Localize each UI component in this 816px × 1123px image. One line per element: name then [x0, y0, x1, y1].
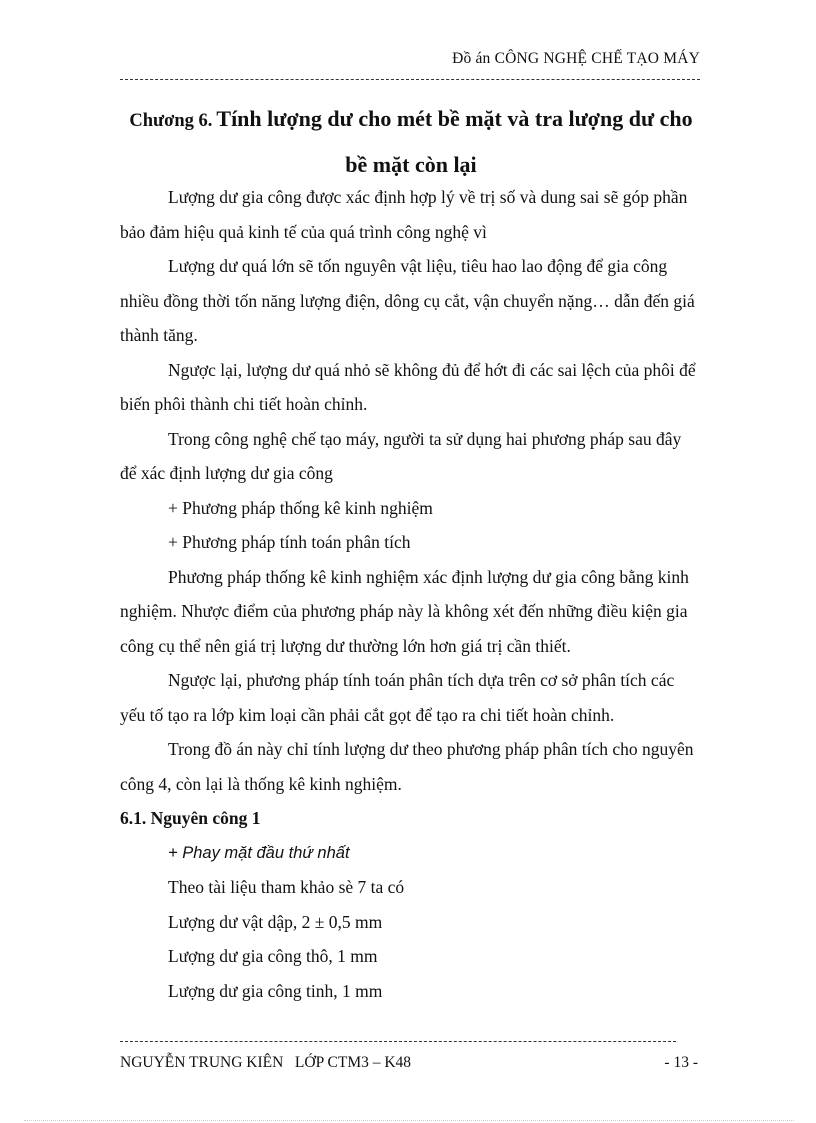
page-header: Đồ án CÔNG NGHỆ CHẾ TẠO MÁY	[452, 50, 700, 67]
section-line: Lượng dư gia công tinh, 1 mm	[168, 980, 383, 1001]
header-rule	[120, 79, 700, 80]
chapter-title	[118, 97, 704, 189]
paragraph: Phương pháp thống kê kinh nghiệm xác định lượng dư gia công bằng kinh nghiệm. Nhược điểm của phương pháp này là không xét đến những điều kiện gia công cụ thể nên giá trị lượng dư thường lớn hơn giá trị cần thiết.	[120, 566, 689, 656]
paragraph: Lượng dư gia công được xác định hợp lý về trị số và dung sai sẽ góp phần bảo đảm hiệu quả kinh tế của quá trình công nghệ vì	[120, 187, 688, 242]
page-number: - 13 -	[664, 1054, 698, 1071]
section-line: Theo tài liệu tham khảo sè 7 ta có	[168, 877, 405, 897]
footer-rule	[120, 1041, 676, 1042]
page-edge	[24, 1120, 794, 1121]
body-content	[120, 180, 698, 1008]
paragraph: Ngược lại, lượng dư quá nhỏ sẽ không đủ để hớt đi các sai lệch của phôi để biến phôi thành chi tiết hoàn chỉnh.	[120, 359, 696, 414]
section-heading: 6.1. Nguyên công 1	[120, 808, 261, 828]
paragraph: Ngược lại, phương pháp tính toán phân tích dựa trên cơ sở phân tích các yếu tố tạo ra lớp kim loại cần phải cắt gọt để tạo ra chi tiết hoàn chỉnh.	[120, 670, 675, 725]
paragraph: Trong đồ án này chỉ tính lượng dư theo phương pháp phân tích cho nguyên công 4, còn lại là thống kê kinh nghiệm.	[120, 739, 694, 794]
paragraph: Lượng dư quá lớn sẽ tốn nguyên vật liệu, tiêu hao lao động để gia công nhiều đồng thời tốn năng lượng điện, dông cụ cắt, vận chuyển nặng… dẫn đến giá thành tăng.	[120, 256, 695, 345]
section-line: Lượng dư gia công thô, 1 mm	[168, 946, 378, 966]
paragraph: Trong công nghệ chế tạo máy, người ta sử dụng hai phương pháp sau đây để xác định lượng dư gia công	[120, 428, 682, 483]
footer-author: NGUYỄN TRUNG KIÊN LỚP CTM3 – K48	[120, 1054, 412, 1071]
section-subheading: + Phay mặt đầu thứ nhất	[168, 843, 350, 862]
method-item: + Phương pháp tính toán phân tích	[168, 532, 411, 552]
chapter-number: Chương 6.	[129, 111, 213, 131]
method-item: + Phương pháp thống kê kinh nghiệm	[168, 497, 433, 518]
chapter-title-line1: Tính lượng dư cho mét bề mặt và tra lượng dư cho	[216, 106, 693, 131]
chapter-title-line2: bề mặt còn lại	[345, 152, 477, 177]
section-line: Lượng dư vật dập, 2 ± 0,5 mm	[168, 911, 383, 932]
